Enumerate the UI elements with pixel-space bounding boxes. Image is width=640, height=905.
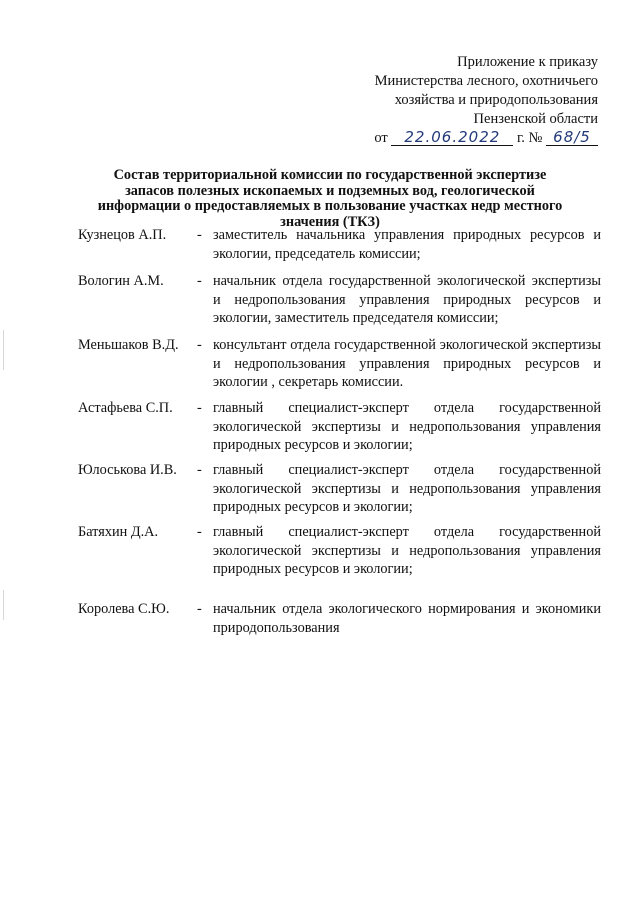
- title-line: запасов полезных ископаемых и подземных вод, геологической: [125, 182, 535, 199]
- scan-edge-mark: [3, 590, 4, 620]
- handwritten-order-number: 68/5: [546, 129, 598, 146]
- title-line: Состав территориальной комиссии по государственной экспертизе: [113, 167, 547, 183]
- order-date-row: [268, 129, 598, 148]
- appendix-line: Министерства лесного, охотничьего: [374, 73, 598, 89]
- appendix-line: Приложение к приказу: [457, 54, 598, 70]
- member-name: Юлоськова И.В.: [78, 462, 177, 478]
- member-dash: -: [197, 400, 202, 416]
- document-title: [70, 168, 590, 230]
- member-dash: -: [197, 227, 202, 243]
- title-line: информации о предоставляемых в пользование участках недр местного: [97, 198, 563, 214]
- member-name: Астафьева С.П.: [78, 400, 173, 416]
- member-entry: [78, 523, 608, 579]
- member-entry: [78, 600, 608, 637]
- member-dash: -: [197, 524, 202, 540]
- member-entry: [78, 399, 608, 455]
- member-dash: -: [197, 601, 202, 617]
- member-role: заместитель начальника управления природных ресурсов и экологии, председатель комиссии;: [213, 227, 601, 262]
- member-role: начальник отдела государственной экологической экспертизы и недропользования управления природных ресурсов и экологии, заместитель председателя комиссии;: [213, 273, 601, 326]
- member-name: Вологин А.М.: [78, 273, 164, 289]
- member-name: Батяхин Д.А.: [78, 524, 159, 540]
- member-entry: [78, 461, 608, 517]
- member-dash: -: [197, 337, 202, 353]
- member-name: Кузнецов А.П.: [78, 227, 167, 243]
- member-dash: -: [197, 462, 202, 478]
- member-entry: [78, 226, 608, 263]
- title-line: значения (ТКЗ): [280, 213, 380, 230]
- member-entry: [78, 336, 608, 392]
- member-role: главный специалист-эксперт отдела государственной экологической экспертизы и недропользования управления природных ресурсов и экологии;: [213, 400, 601, 453]
- date-prefix: от: [374, 130, 388, 146]
- appendix-line: хозяйства и природопользования: [394, 92, 598, 108]
- appendix-line: Пензенской области: [473, 111, 598, 127]
- member-name: Королева С.Ю.: [78, 601, 170, 617]
- scan-edge-mark: [3, 330, 4, 370]
- appendix-header: [268, 53, 598, 148]
- member-role: главный специалист-эксперт отдела государственной экологической экспертизы и недропользования управления природных ресурсов и экологии;: [213, 524, 601, 577]
- member-name: Меньшаков В.Д.: [78, 337, 179, 353]
- member-role: начальник отдела экологического нормирования и экономики природопользования: [213, 601, 601, 636]
- number-prefix: г. №: [516, 130, 543, 146]
- member-entry: [78, 272, 608, 328]
- member-role: консультант отдела государственной экологической экспертизы и недропользования управления природных ресурсов и экологии , секретарь комиссии.: [213, 337, 601, 390]
- handwritten-date: 22.06.2022: [391, 129, 513, 146]
- member-dash: -: [197, 273, 202, 289]
- member-role: главный специалист-эксперт отдела государственной экологической экспертизы и недропользования управления природных ресурсов и экологии;: [213, 462, 601, 515]
